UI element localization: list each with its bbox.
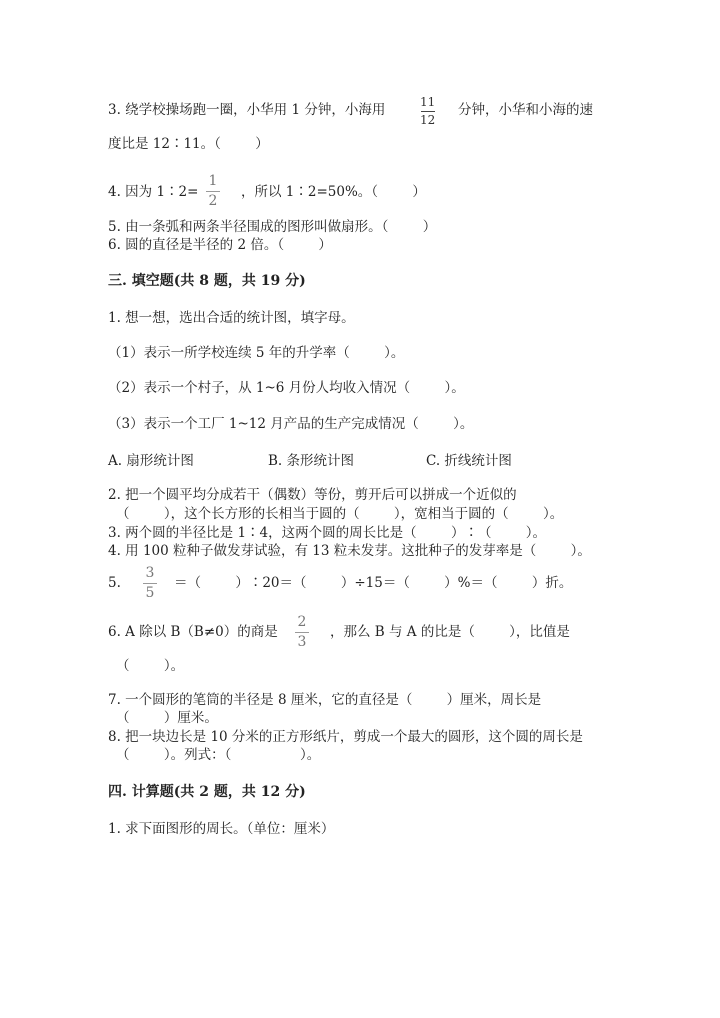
fraction-2-3 bbox=[295, 615, 309, 650]
fraction-denominator: 5 bbox=[145, 585, 155, 601]
q3-line1-rest: 分钟，小华和小海的速 bbox=[458, 102, 593, 118]
f1-sub3: （3）表示一个工厂 1~12 月产品的生产完成情况（ ）。 bbox=[108, 416, 474, 432]
fraction-numerator: 3 bbox=[145, 565, 155, 581]
f1-stem: 1. 想一想，选出合适的统计图，填字母。 bbox=[108, 310, 355, 326]
q5-text: 5. 由一条弧和两条半径围成的图形叫做扇形。（ ） bbox=[108, 219, 437, 235]
f7-line2: （ ）厘米。 bbox=[116, 710, 218, 726]
option-a: A. 扇形统计图 bbox=[108, 453, 194, 469]
f2-line2: （ ），这个长方形的长相当于圆的（ ），宽相当于圆的（ ）。 bbox=[116, 506, 564, 522]
fraction-numerator: 11 bbox=[420, 95, 436, 109]
f8-line2: （ ）。列式：（ ）。 bbox=[116, 747, 321, 763]
section-heading-calculation: 四. 计算题(共 2 题，共 12 分) bbox=[108, 784, 306, 800]
fraction-bar bbox=[206, 191, 220, 192]
fraction-denominator: 2 bbox=[208, 193, 218, 209]
q4-text: 4. 因为 1∶2= bbox=[108, 184, 199, 200]
f7-line1: 7. 一个圆形的笔筒的半径是 8 厘米，它的直径是（ ）厘米，周长是 bbox=[108, 692, 542, 708]
f1-sub2: （2）表示一个村子，从 1~6 月份人均收入情况（ ）。 bbox=[108, 380, 465, 396]
f3-text: 3. 两个圆的半径比是 1∶4，这两个圆的周长比是（ ）∶（ ）。 bbox=[108, 525, 547, 541]
f2-line1: 2. 把一个圆平均分成若干（偶数）等份，剪开后可以拼成一个近似的 bbox=[108, 487, 517, 503]
q3-line2-text: 度比是 12∶11。（ ） bbox=[108, 136, 269, 152]
c1-text: 1. 求下面图形的周长。（单位：厘米） bbox=[108, 821, 335, 837]
f5-label: 5. bbox=[108, 575, 121, 591]
option-b: B. 条形统计图 bbox=[268, 453, 355, 469]
q6-text: 6. 圆的直径是半径的 2 倍。（ ） bbox=[108, 237, 332, 253]
f6-text: 6. A 除以 B（B≠0）的商是 bbox=[108, 624, 278, 640]
f1-sub1: （1）表示一所学校连续 5 年的升学率（ ）。 bbox=[108, 345, 405, 361]
fraction-1-2 bbox=[206, 174, 220, 209]
fraction-bar bbox=[295, 632, 309, 633]
fraction-11-12 bbox=[420, 96, 435, 127]
f5-text: ＝（ ）∶20＝（ ）÷15＝（ ）%＝（ ）折。 bbox=[174, 575, 573, 591]
q3-line1-text: 3. 绕学校操场跑一圈，小华用 1 分钟，小海用 bbox=[108, 102, 386, 118]
fraction-denominator: 12 bbox=[420, 113, 436, 127]
fraction-bar bbox=[421, 111, 435, 112]
option-c: C. 折线统计图 bbox=[426, 453, 512, 469]
fraction-numerator: 2 bbox=[297, 614, 307, 630]
section-heading-fill-in: 三. 填空题(共 8 题，共 19 分) bbox=[108, 273, 306, 289]
fraction-numerator: 1 bbox=[208, 173, 218, 189]
q4-text-rest: ，所以 1∶2=50%。（ ） bbox=[241, 184, 426, 200]
f4-text: 4. 用 100 粒种子做发芽试验，有 13 粒未发芽。这批种子的发芽率是（ ）。 bbox=[108, 543, 591, 559]
fraction-bar bbox=[143, 583, 157, 584]
f6-line2: （ ）。 bbox=[116, 658, 185, 674]
f6-text-rest: ，那么 B 与 A 的比是（ ），比值是 bbox=[330, 624, 570, 640]
fraction-3-5 bbox=[143, 566, 157, 601]
f8-line1: 8. 把一块边长是 10 分米的正方形纸片，剪成一个最大的圆形，这个圆的周长是 bbox=[108, 729, 583, 745]
fraction-denominator: 3 bbox=[297, 634, 307, 650]
